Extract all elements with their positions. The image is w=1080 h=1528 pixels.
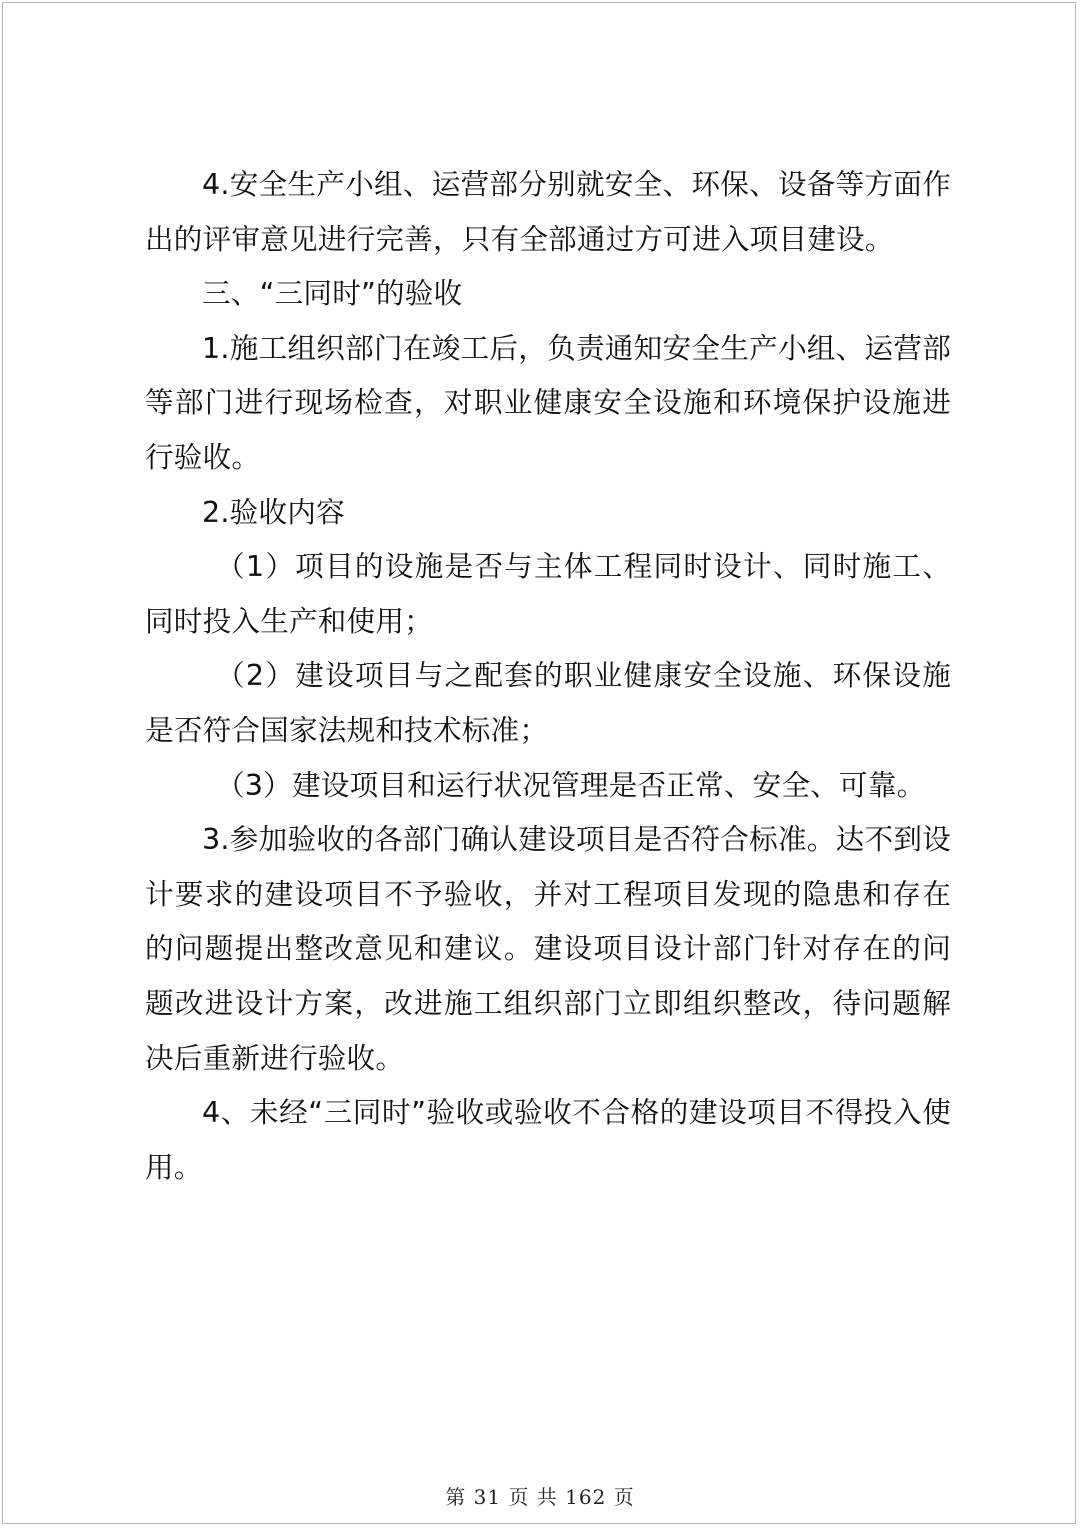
page-number-footer: 第 31 页 共 162 页: [445, 1485, 635, 1509]
paragraph-subitem-3: （3）建设项目和运行状况管理是否正常、安全、可靠。: [216, 767, 926, 802]
paragraph-item-1-inspection: 1.施工组织部门在竣工后，负责通知安全生产小组、运营部等部门进行现场检查，对职业健康安全设施和环境保护设施进行验收。: [145, 330, 951, 474]
section-heading-three-simultaneous-acceptance: 三、“三同时”的验收: [202, 276, 463, 311]
document-body: [145, 157, 951, 1194]
paragraph-item-4-prohibition: 4、未经“三同时”验收或验收不合格的建设项目不得投入使用。: [145, 1095, 951, 1184]
paragraph-item-3-confirmation: 3.参加验收的各部门确认建设项目是否符合标准。达不到设计要求的建设项目不予验收，并对工程项目发现的隐患和存在的问题提出整改意见和建议。建设项目设计部门针对存在的问题改进设计方案，改进施工组织部门立即组织整改，待问题解决后重新进行验收。: [145, 822, 951, 1075]
paragraph-item-4-improvement: 4.安全生产小组、运营部分别就安全、环保、设备等方面作出的评审意见进行完善，只有全部通过方可进入项目建设。: [145, 167, 951, 256]
paragraph-subitem-2: （2）建设项目与之配套的职业健康安全设施、环保设施是否符合国家法规和技术标准；: [145, 658, 951, 747]
paragraph-subitem-1: （1）项目的设施是否与主体工程同时设计、同时施工、同时投入生产和使用；: [145, 549, 951, 638]
paragraph-item-2-acceptance-content: 2.验收内容: [202, 494, 345, 529]
